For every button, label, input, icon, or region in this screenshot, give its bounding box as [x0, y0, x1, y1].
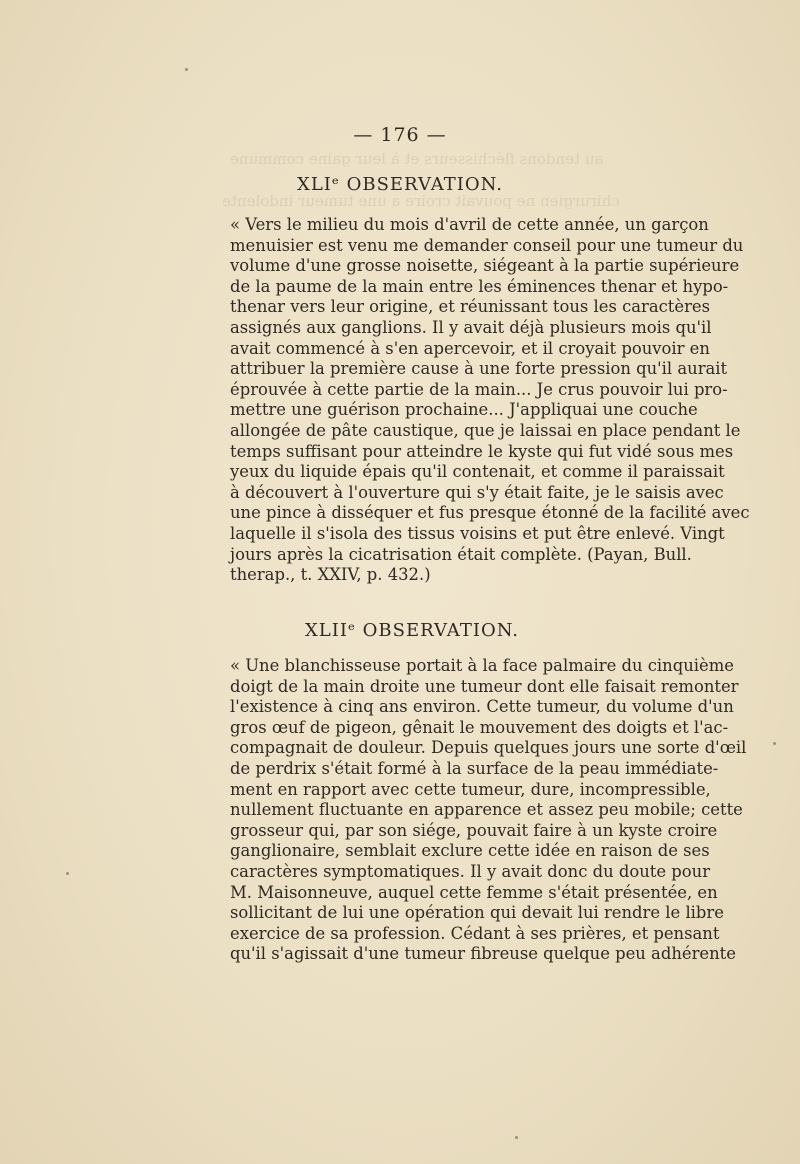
text-line: exercice de sa profession. Cédant à ses prières, et pensant	[230, 923, 720, 943]
text-line: assignés aux ganglions. Il y avait déjà plusieurs mois qu'il	[230, 317, 712, 337]
bleed-through-text: au tendons fléchisseurs et à leur gaine commune	[230, 150, 604, 168]
text-line: menuisier est venu me demander conseil pour une tumeur du	[230, 235, 744, 255]
text-line: yeux du liquide épais qu'il contenait, et comme il paraissait	[230, 462, 725, 482]
text-line: de perdrix s'était formé à la surface de la peau immédiate-	[230, 758, 719, 778]
section-title-xlii: XLIIᵉ OBSERVATION.	[304, 620, 520, 641]
text-line: sollicitant de lui une opération qui devait lui rendre le libre	[230, 903, 724, 923]
paper-speck	[66, 872, 69, 875]
text-line: mettre une guérison prochaine... J'appliquai une couche	[230, 400, 698, 420]
text-line: l'existence à cinq ans environ. Cette tumeur, du volume d'un	[230, 697, 734, 717]
page-number: — 176 —	[353, 124, 447, 146]
text-line: « Vers le milieu du mois d'avril de cette année, un garçon	[230, 215, 709, 234]
text-line: temps suffisant pour atteindre le kyste qui fut vidé sous mes	[230, 441, 734, 461]
paper-speck	[773, 742, 776, 745]
text-line: M. Maisonneuve, auquel cette femme s'était présentée, en	[230, 882, 718, 902]
text-line: doigt de la main droite une tumeur dont elle faisait remonter	[230, 676, 739, 696]
section-body-xli	[230, 215, 750, 586]
bleed-through-text: chirurgien ne pouvait croire a une tumeur indolente	[222, 192, 620, 210]
text-line: compagnait de douleur. Depuis quelques jours une sorte d'œil	[230, 738, 747, 758]
text-line: éprouvée à cette partie de la main... Je crus pouvoir lui pro-	[230, 379, 728, 399]
text-line: ment en rapport avec cette tumeur, dure, incompressible,	[230, 779, 711, 799]
text-line: avait commencé à s'en apercevoir, et il croyait pouvoir en	[230, 338, 710, 358]
text-line: ganglionaire, semblait exclure cette idée en raison de ses	[230, 841, 710, 861]
text-line: de la paume de la main entre les éminences thenar et hypo-	[230, 276, 729, 296]
text-line: allongée de pâte caustique, que je laissai en place pendant le	[230, 420, 741, 440]
text-line: « Une blanchisseuse portait à la face palmaire du cinquième	[230, 656, 734, 675]
text-line: laquelle il s'isola des tissus voisins et put être enlevé. Vingt	[230, 523, 725, 543]
text-line: à découvert à l'ouverture qui s'y était faite, je le saisis avec	[230, 482, 724, 502]
text-line: grosseur qui, par son siége, pouvait faire à un kyste croire	[230, 820, 718, 840]
text-line: attribuer la première cause à une forte pression qu'il aurait	[230, 359, 728, 379]
text-line: caractères symptomatiques. Il y avait donc du doute pour	[230, 861, 711, 881]
section-title-xli: XLIᵉ OBSERVATION.	[297, 174, 503, 195]
text-line: nullement fluctuante en apparence et assez peu mobile; cette	[230, 800, 743, 820]
text-line: qu'il s'agissait d'une tumeur fibreuse quelque peu adhérente	[230, 944, 736, 964]
paper-speck	[515, 1136, 518, 1139]
text-line: thenar vers leur origine, et réunissant tous les caractères	[230, 297, 711, 317]
paper-speck	[185, 68, 188, 71]
text-line: gros œuf de pigeon, gênait le mouvement des doigts et l'ac-	[230, 717, 729, 737]
text-line: jours après la cicatrisation était complète. (Payan, Bull.	[230, 544, 692, 564]
text-line: volume d'une grosse noisette, siégeant à la partie supérieure	[230, 256, 740, 276]
text-line: therap., t. XXIV, p. 432.)	[230, 565, 431, 585]
text-line: une pince à disséquer et fus presque étonné de la facilité avec	[230, 503, 750, 523]
section-body-xlii	[230, 656, 747, 965]
